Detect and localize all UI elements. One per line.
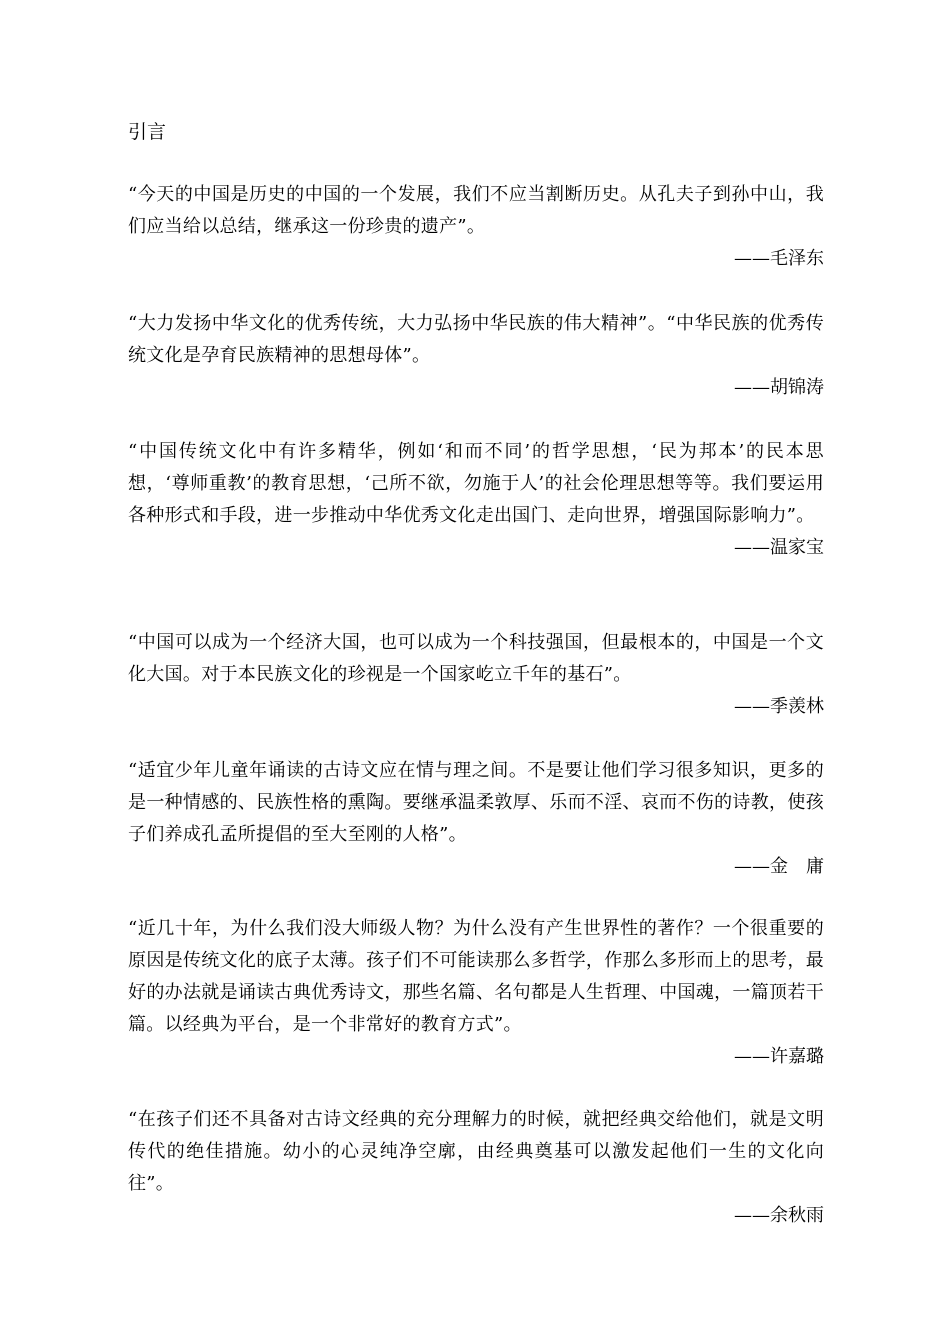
quote-text: “今天的中国是历史的中国的一个发展，我们不应当割断历史。从孔夫子到孙中山，我们应当给以总结，继承这一份珍贵的遗产”。 [128,184,824,237]
quote-text: “近几十年，为什么我们没大师级人物？为什么没有产生世界性的著作？一个很重要的原因是传统文化的底子太薄。孩子们不可能读那么多哲学，作那么多形而上的思考，最好的办法就是诵读古典优秀诗文，那些名篇、名句都是人生哲理、中国魂，一篇顶若干篇。以经典为平台，是一个非常好的教育方式”。 [128,918,824,1035]
quote-block-hu [128,308,824,404]
quote-author: ——温家宝 [734,537,824,558]
quote-text: “中国可以成为一个经济大国，也可以成为一个科技强国，但最根本的，中国是一个文化大国。对于本民族文化的珍视是一个国家屹立千年的基石”。 [128,632,824,685]
quote-block-ji [128,627,824,723]
quote-text: “中国传统文化中有许多精华，例如‘和而不同’的哲学思想，‘民为邦本’的民本思想，‘尊师重教’的教育思想，‘己所不欲，勿施于人’的社会伦理思想等等。我们要运用各种形式和手段，进一步推动中华优秀文化走出国门、走向世界，增强国际影响力”。 [128,441,824,526]
quote-author: ——金 庸 [734,856,824,877]
quote-author: ——季羡林 [734,696,824,717]
quote-block-wen [128,436,824,564]
quote-author: ——毛泽东 [734,248,824,269]
quote-block-xu [128,913,824,1073]
page-heading: 引言 [128,121,167,143]
quote-block-mao [128,179,824,275]
quote-block-yu [128,1104,824,1232]
quote-block-jin [128,755,824,883]
quote-author: ——许嘉璐 [734,1046,824,1067]
quote-text: “适宜少年儿童年诵读的古诗文应在情与理之间。不是要让他们学习很多知识，更多的是一种情感的、民族性格的熏陶。要继承温柔敦厚、乐而不淫、哀而不伤的诗教，使孩子们养成孔孟所提倡的至大至刚的人格”。 [128,760,824,845]
quote-text: “在孩子们还不具备对古诗文经典的充分理解力的时候，就把经典交给他们，就是文明传代的绝佳措施。幼小的心灵纯净空廓，由经典奠基可以激发起他们一生的文化向往”。 [128,1109,824,1194]
quote-author: ——胡锦涛 [734,377,824,398]
quote-text: “大力发扬中华文化的优秀传统，大力弘扬中华民族的伟大精神”。“中华民族的优秀传统文化是孕育民族精神的思想母体”。 [128,313,824,366]
quote-author: ——余秋雨 [734,1205,824,1226]
